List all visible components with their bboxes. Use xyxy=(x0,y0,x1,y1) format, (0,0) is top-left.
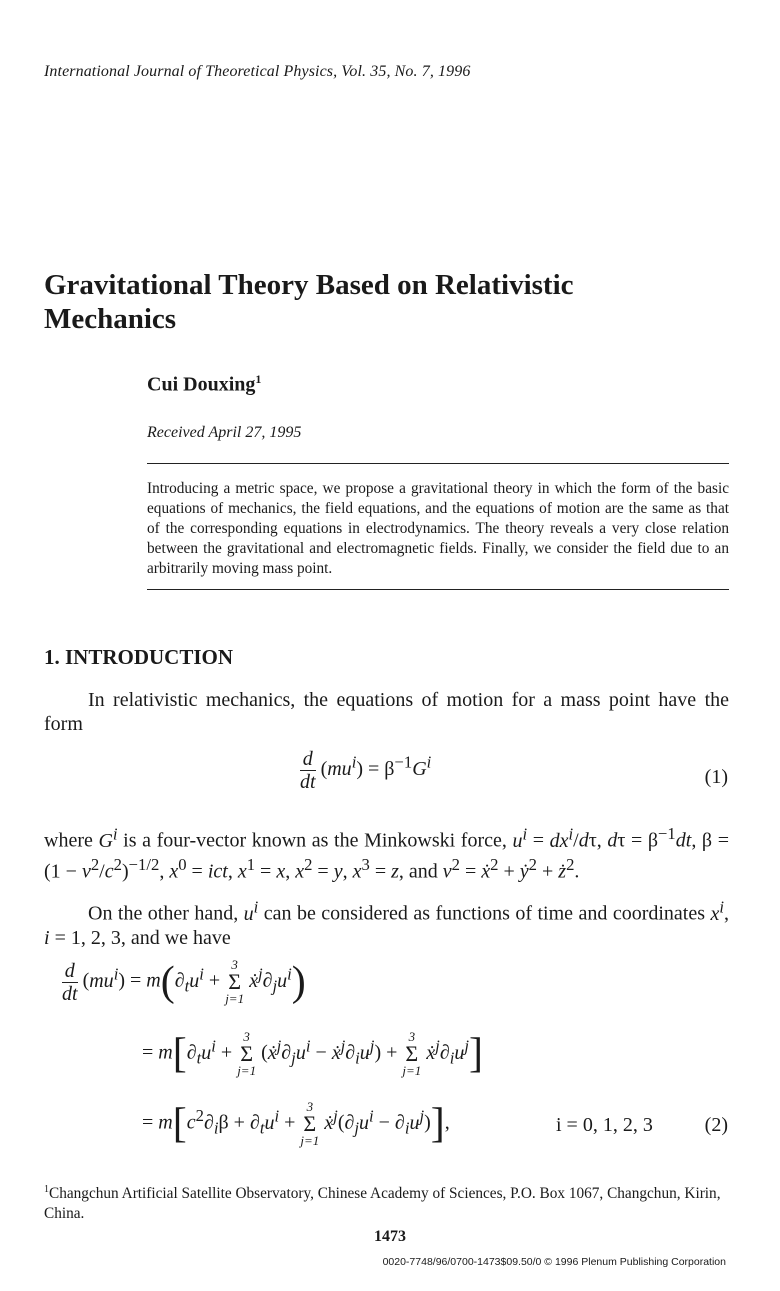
paragraph-other-hand-lead: On the other hand, xyxy=(88,902,239,925)
copyright-line: 0020-7748/96/0700-1473$09.50/0 © 1996 Plenum Publishing Corporation xyxy=(382,1256,726,1268)
footnote xyxy=(44,1180,729,1224)
paper-title xyxy=(44,268,734,336)
equation-2-line-3: = $m[c^2\partial_i\beta + \partial_tu^i$ + 3 Σ j=1 $ẋ^j(\partial_ju^i - \partial_iu^j)$], xyxy=(142,1099,450,1148)
equation-2-line-1: $\frac{d}{dt}$ $(mu^i) = m(\partial_tu^i$ + 3 Σ j=1 $ẋ^j\partial_ju^i$) xyxy=(62,957,306,1006)
equation-2-number: (2) xyxy=(704,1114,728,1136)
paragraph-intro: In relativistic mechanics, the equations of motion for a mass point have the form xyxy=(44,689,729,735)
title-line-2: Mechanics xyxy=(44,303,177,335)
equation-1-number: (1) xyxy=(704,766,728,788)
paragraph-where: where $G^i$ is a four-vector known as the Minkowski force, $u^i = dx^i/d\tau$, $d\tau = \beta^{-1}dt$, $\beta = (1 - v^2/c^2)^{-1/2}$, $x^0$ = ict, $x^1 = x$, $x^2 = y$, $x^3 = z$, and $v^2$ = ẋ$^2$ + ẏ$^2$ + $ż^2$. xyxy=(44,824,729,883)
footnote-mark: 1 xyxy=(44,1184,49,1195)
journal-header: International Journal of Theoretical Physics, Vol. 35, No. 7, 1996 xyxy=(44,63,471,80)
received-date: Received April 27, 1995 xyxy=(147,424,302,441)
author-footnote-mark: 1 xyxy=(255,372,262,386)
abstract-bottom-rule xyxy=(147,589,729,590)
title-line-1: Gravitational Theory Based on Relativistic xyxy=(44,269,574,301)
page-number: 1473 xyxy=(374,1228,406,1245)
equation-2-line-2: = $m[\partial_tu^i$ + 3 Σ j=1 ($ẋ^j\partial_ju^i$ − $ẋ^j\partial_iu^j$) + 3 Σ j=1 $ẋ^j\partial_iu^j$] xyxy=(142,1029,483,1078)
equation-2-index: i = 0, 1, 2, 3 xyxy=(556,1114,653,1136)
author-name xyxy=(147,372,261,397)
equation-1: $\frac{d}{dt}$ $(mu^i) = \beta^{-1}G^i$ xyxy=(300,748,432,793)
paragraph-other-hand: On the other hand, $u^i$ can be considered as functions of time and coordinates $x^i$, i = 1, 2, 3, and we have xyxy=(44,897,729,949)
abstract-top-rule xyxy=(147,463,729,464)
footnote-text: Changchun Artificial Satellite Observatory, Chinese Academy of Sciences, P.O. Box 1067, Changchun, Kirin, China. xyxy=(44,1185,721,1223)
section-heading: 1. INTRODUCTION xyxy=(44,645,234,669)
abstract-text: Introducing a metric space, we propose a gravitational theory in which the form of the basic equations of mechanics, the field equations, and the equations of motion are the same as that of the corresponding equations in electrodynamics. The theory reveals a very close relation between the gravitational and electromagnetic fields. Finally, we consider the field due to an arbitrarily moving mass point. xyxy=(147,480,729,577)
author-text: Cui Douxing xyxy=(147,373,256,396)
